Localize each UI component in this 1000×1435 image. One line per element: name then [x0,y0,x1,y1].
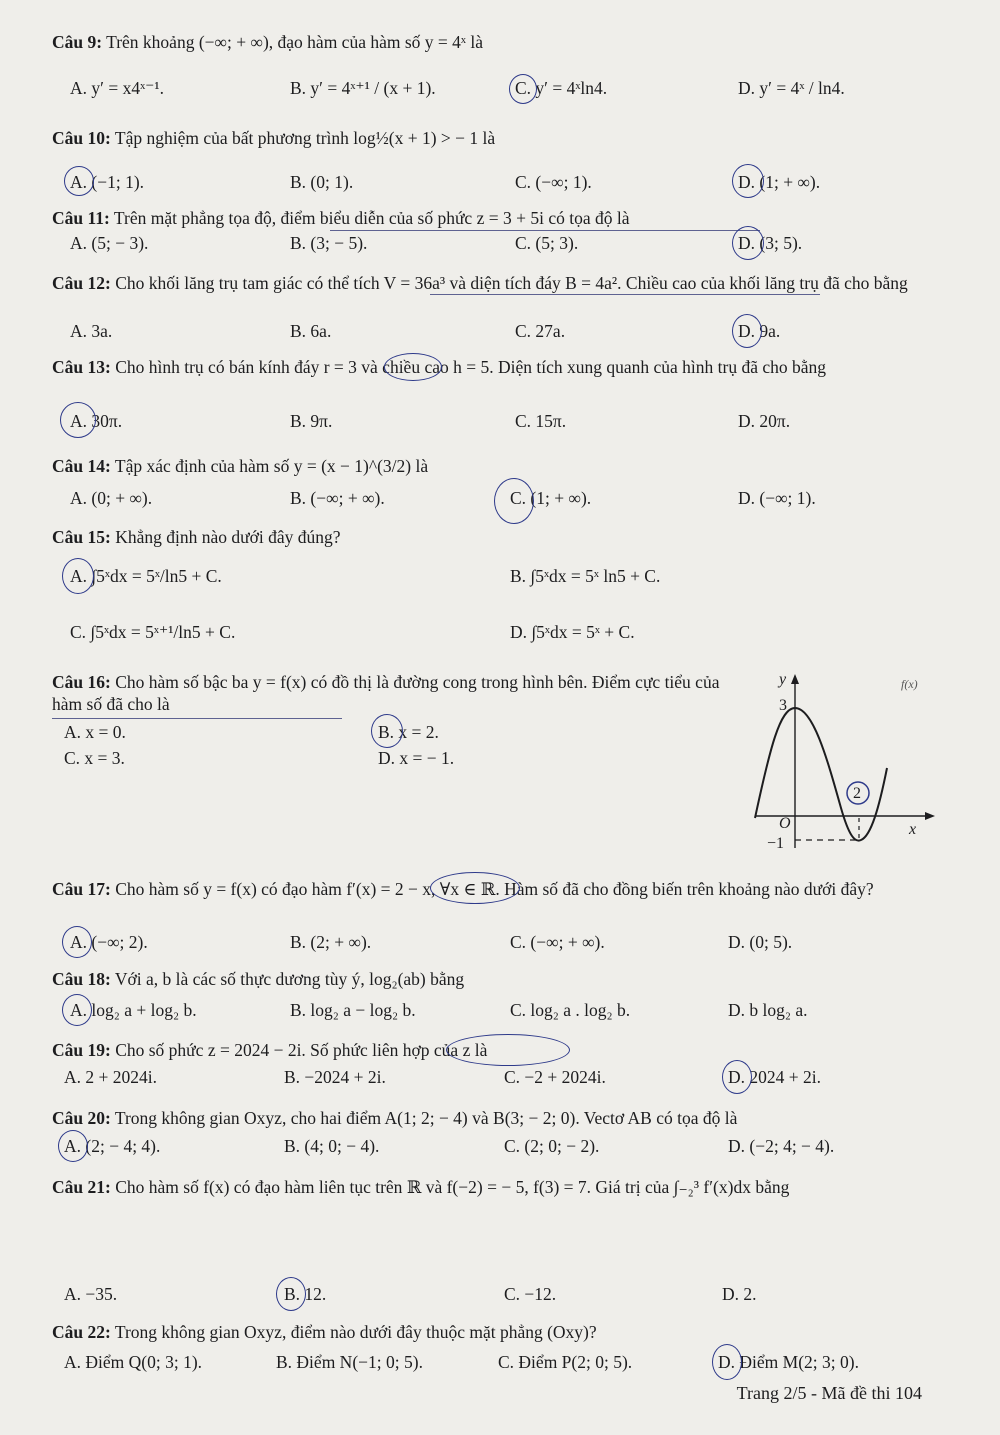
page-footer: Trang 2/5 - Mã đề thi 104 [736,1383,922,1403]
handwritten-note: f(x) [901,677,918,691]
option-b: B. (4; 0; − 4). [284,1136,380,1156]
y-axis-arrow [791,674,799,684]
option-c: C. ∫5ˣdx = 5ˣ⁺¹/ln5 + C. [70,622,236,642]
option-b: B. x = 2. [378,722,439,742]
question-number: Câu 20: [52,1108,111,1128]
option-d: D. b log₂ a. [728,1000,808,1020]
option-b: B. 6a. [290,321,332,341]
option-a: A. (−1; 1). [70,172,145,192]
question-stem: Cho số phức z = 2024 − 2i. Số phức liên hợp của z là [115,1040,488,1060]
option-c: C. 27a. [515,321,566,341]
option-c: C. (1; + ∞). [510,488,592,508]
underline [52,718,342,719]
question-22 [52,1321,932,1343]
option-a: A. (2; − 4; 4). [64,1136,161,1156]
question-stem: Tập nghiệm của bất phương trình log½(x + 1) > − 1 là [114,128,496,148]
option-a: A. (5; − 3). [70,233,149,253]
question-9 [52,31,932,53]
question-stem: Trong không gian Oxyz, điểm nào dưới đây thuộc mặt phẳng (Oxy)? [114,1322,597,1342]
question-number: Câu 19: [52,1040,111,1060]
question-19 [52,1039,932,1061]
option-a: A. 2 + 2024i. [64,1067,157,1087]
option-c: C. y′ = 4ˣln4. [515,78,608,98]
option-c: C. −2 + 2024i. [504,1067,606,1087]
question-number: Câu 13: [52,357,111,377]
question-number: Câu 9: [52,32,103,52]
option-d: D. 2. [722,1284,757,1304]
option-a: A. log₂ a + log₂ b. [70,1000,197,1020]
option-d: D. y′ = 4ˣ / ln4. [738,78,845,98]
option-a: A. 30π. [70,411,123,431]
option-d: D. ∫5ˣdx = 5ˣ + C. [510,622,635,642]
question-stem: Khẳng định nào dưới đây đúng? [115,527,341,547]
question-number: Câu 18: [52,969,111,989]
question-number: Câu 11: [52,208,110,228]
question-number: Câu 12: [52,273,111,293]
y-axis-label: y [779,671,787,688]
underline [430,294,820,295]
question-stem: Cho khối lăng trụ tam giác có thể tích V = 36a³ và diện tích đáy B = 4a². Chiều cao của khối lăng trụ đã cho bằng [115,273,908,293]
option-a: A. ∫5ˣdx = 5ˣ/ln5 + C. [70,566,222,586]
option-a: A. (−∞; 2). [70,932,148,952]
option-d: D. Điểm M(2; 3; 0). [718,1352,859,1372]
question-stem: Tập xác định của hàm số y = (x − 1)^(3/2) là [114,456,429,476]
question-stem: Cho hàm số y = f(x) có đạo hàm f′(x) = 2 − x, ∀x ∈ ℝ. Hàm số đã cho đồng biến trên khoảng nào dưới đây? [115,879,874,899]
curve [755,708,887,841]
option-d: D. 20π. [738,411,791,431]
option-a: A. x = 0. [64,722,126,742]
option-c: C. 15π. [515,411,567,431]
underline [330,230,760,231]
option-d: D. 9a. [738,321,781,341]
x-axis-label: x [909,821,917,838]
question-15 [52,526,932,548]
option-d: D. (0; 5). [728,932,793,952]
option-c: C. −12. [504,1284,557,1304]
option-b: B. 9π. [290,411,333,431]
question-13 [52,356,942,378]
option-b: B. (0; 1). [290,172,354,192]
question-number: Câu 15: [52,527,111,547]
question-18 [52,968,932,990]
question-11 [52,207,932,229]
option-b: B. −2024 + 2i. [284,1067,386,1087]
question-stem: Cho hình trụ có bán kính đáy r = 3 và chiều cao h = 5. Diện tích xung quanh của hình trụ đã cho bằng [115,357,827,377]
option-b: B. 12. [284,1284,327,1304]
option-b: B. (2; + ∞). [290,932,372,952]
option-c: C. x = 3. [64,748,125,768]
question-number: Câu 17: [52,879,111,899]
option-d: D. (1; + ∞). [738,172,821,192]
option-a: A. (0; + ∞). [70,488,153,508]
option-d: D. 2024 + 2i. [728,1067,821,1087]
question-stem: Với a, b là các số thực dương tùy ý, log₂(ab) bằng [114,969,465,989]
option-d: D. (−∞; 1). [738,488,816,508]
option-c: C. (2; 0; − 2). [504,1136,600,1156]
question-21 [52,1176,932,1198]
question-20 [52,1107,932,1129]
question-17 [52,878,932,900]
question-stem: Cho hàm số bậc ba y = f(x) có đồ thị là đường cong trong hình bên. Điểm cực tiểu của hàm số đã cho là [52,672,720,714]
question-12 [52,272,942,294]
option-d: D. (3; 5). [738,233,803,253]
question-10 [52,127,932,149]
question-stem: Trong không gian Oxyz, cho hai điểm A(1; 2; − 4) và B(3; − 2; 0). Vectơ AB có tọa độ là [114,1108,738,1128]
option-a: A. Điểm Q(0; 3; 1). [64,1352,203,1372]
tick-y-top: 3 [779,697,787,714]
option-d: D. x = − 1. [378,748,455,768]
option-d: D. (−2; 4; − 4). [728,1136,835,1156]
question-stem: Trên khoảng (−∞; + ∞), đạo hàm của hàm số y = 4ˣ là [106,32,483,52]
option-b: B. Điểm N(−1; 0; 5). [276,1352,423,1372]
x-axis-arrow [925,812,935,820]
option-c: C. (−∞; + ∞). [510,932,605,952]
option-a: A. −35. [64,1284,118,1304]
tick-y-bottom: −1 [767,835,785,852]
question-number: Câu 21: [52,1177,111,1197]
option-c: C. (−∞; 1). [515,172,592,192]
question-stem: Cho hàm số f(x) có đạo hàm liên tục trên ℝ và f(−2) = − 5, f(3) = 7. Giá trị của ∫₋₂³ f′(x)dx bằng [115,1177,790,1197]
option-b: B. log₂ a − log₂ b. [290,1000,416,1020]
option-a: A. y′ = x4ˣ⁻¹. [70,78,165,98]
question-stem: Trên mặt phẳng tọa độ, điểm biểu diễn của số phức z = 3 + 5i có tọa độ là [113,208,630,228]
question-number: Câu 16: [52,672,111,692]
option-c: C. (5; 3). [515,233,579,253]
option-c: C. Điểm P(2; 0; 5). [498,1352,633,1372]
question-16 [52,671,732,715]
option-c: C. log₂ a . log₂ b. [510,1000,631,1020]
option-b: B. ∫5ˣdx = 5ˣ ln5 + C. [510,566,661,586]
cubic-function-graph [745,668,945,858]
tick-x: 2 [853,785,861,802]
question-number: Câu 22: [52,1322,111,1342]
option-b: B. (−∞; + ∞). [290,488,385,508]
question-14 [52,455,932,477]
question-number: Câu 14: [52,456,111,476]
origin-label: O [779,815,791,832]
question-number: Câu 10: [52,128,111,148]
option-b: B. (3; − 5). [290,233,368,253]
option-b: B. y′ = 4ˣ⁺¹ / (x + 1). [290,78,436,98]
option-a: A. 3a. [70,321,113,341]
